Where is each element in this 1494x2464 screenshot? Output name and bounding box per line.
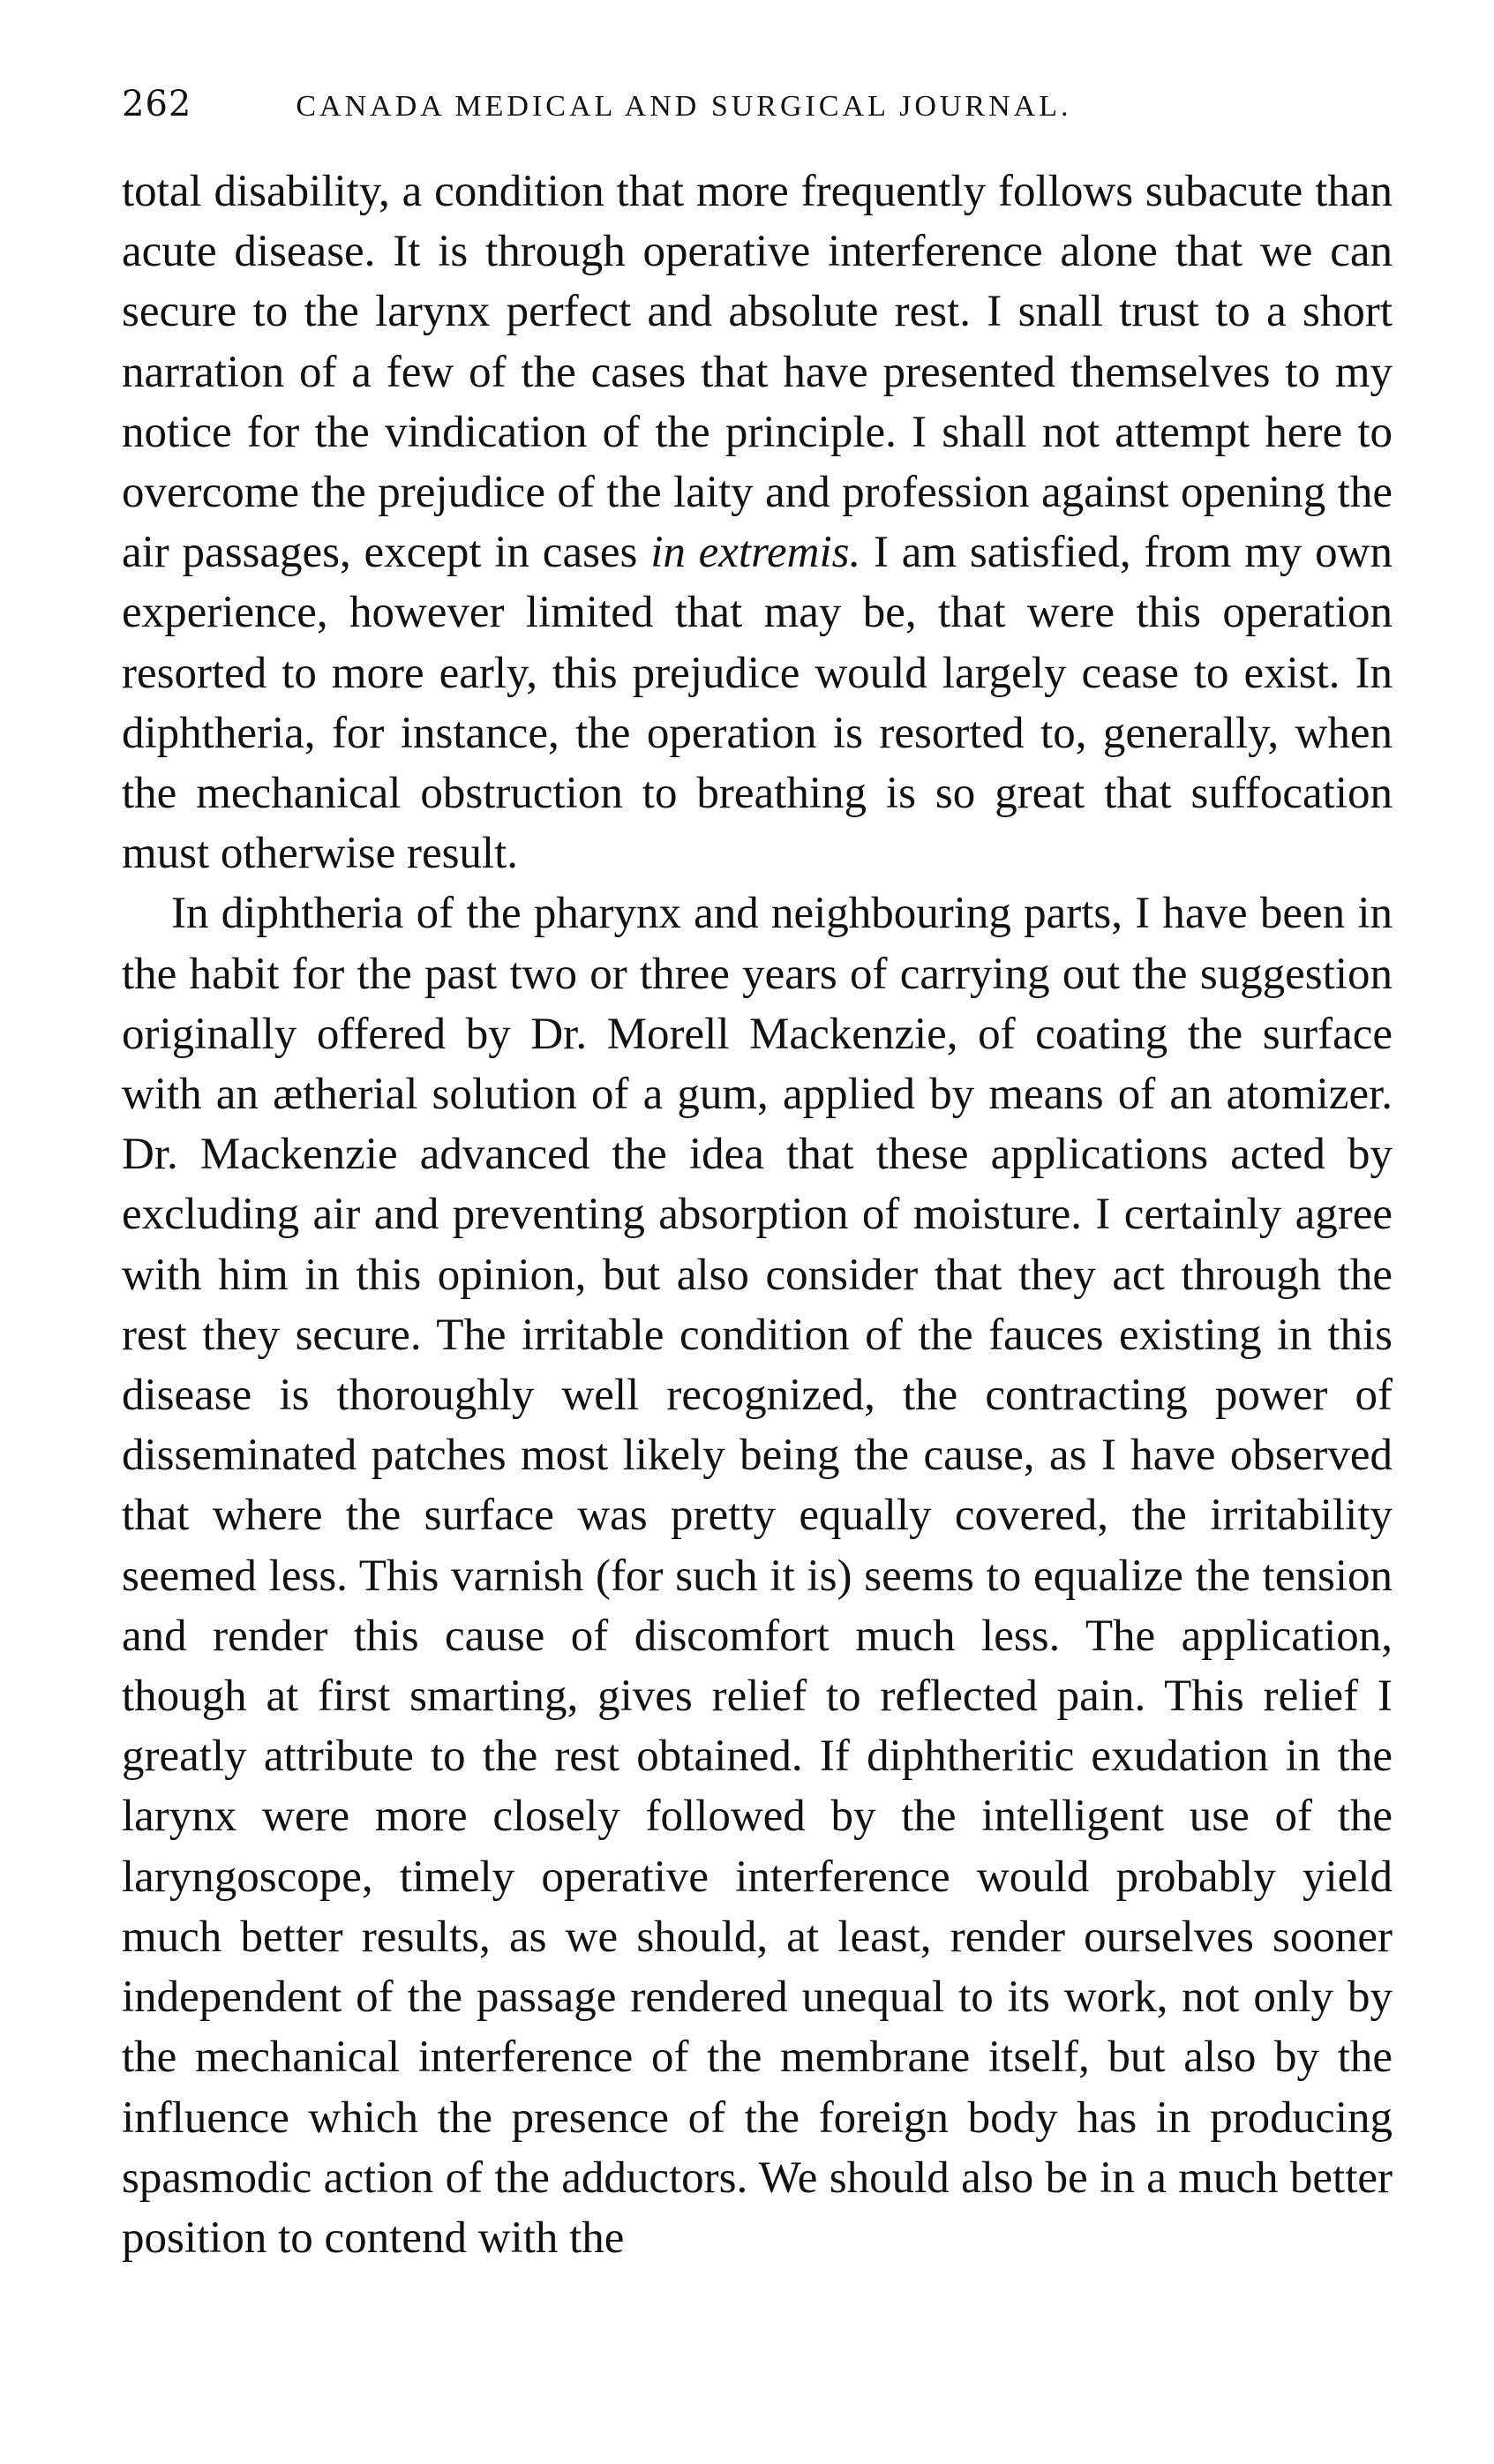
article-body	[122, 162, 1393, 2268]
journal-page	[122, 84, 1393, 2268]
journal-title: CANADA MEDICAL AND SURGICAL JOURNAL.	[296, 90, 1072, 123]
page-number: 262	[122, 84, 192, 124]
text-run: I am satisfied, from my own experience, however limited that may be, that were this operation resorted to more early, this prejudice would largely cease to exist. In diphtheria, for instance, the operation is resorted to, generally, when the mechanical obstruction to breathing is so great that suffocation must otherwise result.	[122, 528, 1393, 879]
running-head	[122, 84, 1393, 146]
text-run: total disability, a condition that more frequently follows subacute than acute disease. It is through operative interference alone that we can secure to the larynx perfect and absolute rest. I snall trust to a short narration of a few of the cases that have presented themselves to my notice for the vindication of the principle. I shall not attempt here to overcome the prejudice of the laity and profession against opening the air passages, except in cases	[122, 167, 1393, 578]
paragraph-1	[122, 162, 1393, 883]
italic-phrase: in extremis.	[650, 528, 861, 578]
paragraph-2	[122, 883, 1393, 2268]
text-run: In diphtheria of the pharynx and neighbouring parts, I have been in the habit for the past two or three years of carrying out the suggestion originally offered by Dr. Morell Mackenzie, of coating the surface with an ætherial solution of a gum, applied by means of an atomizer. Dr. Mackenzie advanced the idea that these applications acted by excluding air and preventing absorption of moisture. I certainly agree with him in this opinion, but also consider that they act through the rest they secure. The irritable condition of the fauces existing in this disease is thoroughly well recognized, the contracting power of disseminated patches most likely being the cause, as I have observed that where the surface was pretty equally covered, the irritability seemed less. This varnish (for such it is) seems to equalize the tension and render this cause of discomfort much less. The application, though at first smarting, gives relief to reflected pain. This relief I greatly attribute to the rest obtained. If diphtheritic exudation in the larynx were more closely followed by the intelligent use of the laryngoscope, timely operative interference would probably yield much better results, as we should, at least, render ourselves sooner independent of the passage rendered unequal to its work, not only by the mechanical interference of the membrane itself, but also by the influence which the presence of the foreign body has in producing spasmodic action of the adductors. We should also be in a much better position to contend with the	[122, 889, 1393, 2263]
